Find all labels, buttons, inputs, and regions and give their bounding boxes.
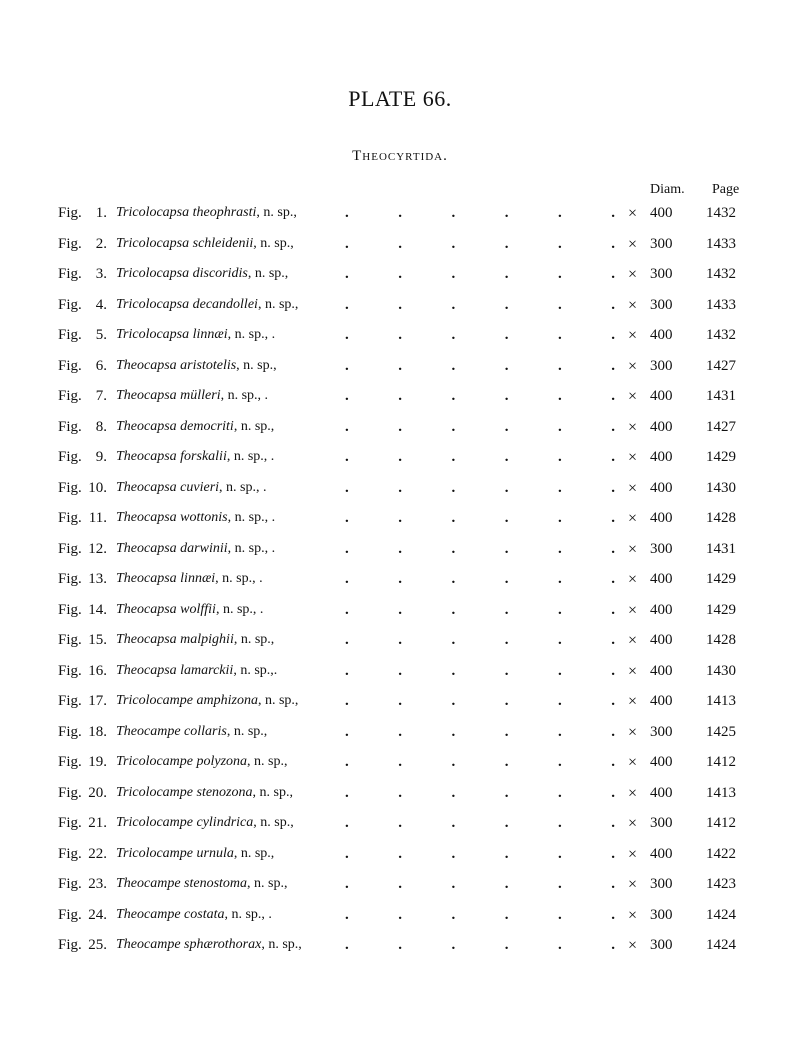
magnification-times-symbol: × [628,418,638,436]
dot-leader: . . . . . . [345,693,615,709]
dot-leader: . . . . . . [345,723,615,740]
magnification-times-symbol: × [628,693,638,710]
page-reference: 1429 [706,571,736,587]
species-name: Tricolocampe urnula [116,845,234,861]
diameter-value: 400 [650,845,673,862]
magnification-times-symbol: × [628,815,638,832]
species-name: Tricolocampe stenozona [116,784,253,800]
species-suffix: , n. sp., . [227,327,276,342]
species-suffix: , n. sp., [247,754,288,769]
figure-row [0,901,800,932]
diameter-value: 300 [650,540,673,557]
page-reference: 1427 [706,418,736,435]
diameter-value: 400 [650,418,673,435]
species-entry [116,785,293,801]
dot-leader: . . . . . . [345,540,615,557]
species-name: Tricolocampe amphizona [116,693,258,708]
dot-leader: . . . . . . [345,815,615,831]
species-suffix: , n. sp., . [220,388,269,403]
page-reference: 1424 [706,906,736,923]
dot-leader: . . . . . . [345,784,615,801]
diameter-value: 400 [650,510,673,526]
species-suffix: , n. sp., . [215,601,264,617]
figure-row [0,779,800,810]
fig-number: 2. [95,235,107,252]
dot-leader: . . . . . . [345,266,615,282]
fig-number: 19. [88,754,107,770]
figure-list [0,199,800,962]
diameter-value: 400 [650,662,673,679]
diameter-value: 300 [650,906,673,923]
magnification-times-symbol: × [628,540,638,558]
species-suffix: , n. sp., [236,357,277,373]
figure-row [0,748,800,779]
page-reference: 1425 [706,723,736,740]
magnification-times-symbol: × [628,723,638,741]
species-name: Tricolocampe polyzona [116,754,248,769]
species-suffix: , n. sp., [226,723,268,739]
dot-leader: . . . . . . [345,937,615,953]
page-reference: 1427 [706,357,736,374]
fig-prefix: Fig. [58,632,82,648]
species-entry [116,358,277,374]
diameter-value: 300 [650,296,673,313]
species-name: Tricolocapsa schleidenii [116,235,254,251]
species-suffix: , n. sp., . [226,449,275,464]
page-reference: 1413 [706,693,736,709]
dot-leader: . . . . . . [345,510,615,526]
page-reference: 1412 [706,815,736,831]
species-entry [116,693,298,709]
fig-prefix: Fig. [58,266,82,282]
magnification-times-symbol: × [628,571,638,588]
fig-prefix: Fig. [58,601,82,618]
species-entry [116,510,275,526]
fig-prefix: Fig. [58,815,82,831]
diameter-value: 300 [650,876,673,892]
species-entry [116,846,274,862]
page-reference: 1429 [706,601,736,618]
magnification-times-symbol: × [628,632,638,649]
species-name: Theocampe sphærothorax [116,937,262,952]
fig-prefix: Fig. [58,937,82,953]
species-name: Theocapsa aristotelis [116,357,237,373]
page-reference: 1428 [706,632,736,648]
dot-leader: . . . . . . [345,632,615,648]
species-name: Tricolocapsa theophrasti [116,205,257,220]
diameter-value: 300 [650,357,673,374]
magnification-times-symbol: × [628,784,638,802]
species-entry [116,388,268,404]
diameter-value: 400 [650,205,673,221]
figure-row [0,230,800,261]
fig-number: 10. [88,479,107,496]
magnification-times-symbol: × [628,937,638,954]
species-entry [116,327,275,343]
figure-row [0,565,800,596]
diameter-value: 400 [650,327,673,343]
diameter-value: 400 [650,754,673,770]
fig-number: 9. [95,449,107,465]
diameter-value: 300 [650,937,673,953]
species-entry [116,449,274,465]
species-name: Theocapsa mülleri [116,388,221,403]
magnification-times-symbol: × [628,662,638,680]
figure-row [0,657,800,688]
diam-column-header: Diam. [650,182,685,197]
dot-leader: . . . . . . [345,357,615,374]
magnification-times-symbol: × [628,327,638,344]
species-name: Theocampe collaris [116,723,227,739]
dot-leader: . . . . . . [345,235,615,252]
species-suffix: , n. sp., [261,937,302,952]
fig-prefix: Fig. [58,388,82,404]
species-entry [116,907,272,923]
fig-number: 17. [88,693,107,709]
magnification-times-symbol: × [628,388,638,405]
fig-prefix: Fig. [58,449,82,465]
page-reference: 1432 [706,205,736,221]
figure-row [0,840,800,871]
fig-number: 8. [95,418,107,435]
species-name: Theocapsa cuvieri [116,479,220,495]
figure-row [0,382,800,413]
species-entry [116,815,294,831]
species-suffix: , n. sp., [253,815,294,830]
fig-number: 5. [95,327,107,343]
dot-leader: . . . . . . [345,479,615,496]
species-entry [116,297,298,313]
dot-leader: . . . . . . [345,754,615,770]
species-name: Theocampe costata [116,906,225,922]
species-name: Theocapsa forskalii [116,449,227,464]
fig-number: 7. [95,388,107,404]
fig-prefix: Fig. [58,357,82,374]
page-reference: 1428 [706,510,736,526]
species-entry [116,937,302,953]
page-reference: 1431 [706,388,736,404]
species-name: Theocapsa wottonis [116,510,228,525]
magnification-times-symbol: × [628,479,638,497]
fig-prefix: Fig. [58,754,82,770]
dot-leader: . . . . . . [345,601,615,618]
species-suffix: , n. sp., [233,845,275,861]
species-entry [116,480,266,496]
species-entry [116,571,263,587]
species-suffix: , n. sp., [252,784,293,800]
species-suffix: , n. sp., . [215,571,263,586]
page-reference: 1423 [706,876,736,892]
fig-prefix: Fig. [58,479,82,496]
diameter-value: 400 [650,479,673,496]
species-entry [116,236,294,252]
page-reference: 1431 [706,540,736,557]
species-suffix: , n. sp., [233,632,275,647]
dot-leader: . . . . . . [345,906,615,923]
figure-row [0,443,800,474]
page-reference: 1433 [706,296,736,313]
plate-title-text: PLATE 66. [348,86,452,111]
page-reference: 1430 [706,479,736,496]
fig-number: 25. [88,937,107,953]
dot-leader: . . . . . . [345,418,615,435]
magnification-times-symbol: × [628,235,638,253]
figure-row [0,260,800,291]
figure-row [0,687,800,718]
fig-prefix: Fig. [58,540,82,557]
species-suffix: , n. sp., [257,693,299,708]
fig-number: 14. [88,601,107,618]
page-reference: 1422 [706,845,736,862]
species-name: Tricolocampe cylindrica [116,815,254,830]
magnification-times-symbol: × [628,357,638,375]
species-name: Theocampe stenostoma [116,876,248,891]
fig-number: 23. [88,876,107,892]
species-suffix: , n. sp., [257,296,299,312]
diameter-value: 400 [650,693,673,709]
magnification-times-symbol: × [628,601,638,619]
species-entry [116,419,274,435]
figure-row [0,870,800,901]
fig-number: 21. [88,815,107,831]
species-entry [116,266,288,282]
fig-number: 15. [88,632,107,648]
fig-number: 11. [88,510,107,526]
fig-prefix: Fig. [58,235,82,252]
diameter-value: 400 [650,601,673,618]
fig-number: 12. [88,540,107,557]
species-entry [116,724,267,740]
page-reference: 1432 [706,266,736,282]
diameter-value: 300 [650,235,673,252]
species-suffix: , n. sp., [247,266,289,281]
dot-leader: . . . . . . [345,296,615,313]
figure-row [0,474,800,505]
species-suffix: , n. sp., . [224,906,272,922]
page-reference: 1424 [706,937,736,953]
magnification-times-symbol: × [628,449,638,466]
fig-number: 4. [95,296,107,313]
figure-row [0,718,800,749]
diameter-value: 300 [650,723,673,740]
dot-leader: . . . . . . [345,327,615,343]
species-suffix: , n. sp., . [219,479,267,495]
species-name: Tricolocapsa discoridis [116,266,248,281]
figure-row [0,626,800,657]
species-suffix: , n. sp., [247,876,288,891]
fig-prefix: Fig. [58,876,82,892]
dot-leader: . . . . . . [345,876,615,892]
page-column-header: Page [712,182,740,197]
page-reference: 1433 [706,235,736,252]
figure-row [0,413,800,444]
figure-row [0,291,800,322]
diameter-value: 400 [650,784,673,801]
fig-prefix: Fig. [58,418,82,435]
plate-title [0,86,800,112]
fig-prefix: Fig. [58,784,82,801]
species-entry [116,205,297,221]
species-suffix: , n. sp.,. [233,662,278,678]
diameter-value: 300 [650,815,673,831]
species-name: Theocapsa wolffii [116,601,216,617]
species-entry [116,876,288,892]
diameter-value: 400 [650,449,673,465]
species-entry [116,754,288,770]
fig-number: 1. [95,205,107,221]
species-suffix: , n. sp., . [227,540,276,556]
fig-number: 18. [88,723,107,740]
magnification-times-symbol: × [628,205,638,222]
species-entry [116,632,274,648]
fig-prefix: Fig. [58,296,82,313]
page-reference: 1412 [706,754,736,770]
species-suffix: , n. sp., [256,205,297,220]
figure-row [0,535,800,566]
diameter-value: 400 [650,632,673,648]
magnification-times-symbol: × [628,510,638,527]
dot-leader: . . . . . . [345,662,615,679]
magnification-times-symbol: × [628,876,638,893]
magnification-times-symbol: × [628,845,638,863]
fig-prefix: Fig. [58,693,82,709]
figure-row [0,352,800,383]
species-name: Theocapsa linnæi [116,571,216,586]
figure-row [0,931,800,962]
diameter-value: 300 [650,266,673,282]
fig-number: 20. [88,784,107,801]
figure-row [0,809,800,840]
fig-prefix: Fig. [58,662,82,679]
figure-row [0,199,800,230]
diameter-value: 400 [650,571,673,587]
species-entry [116,541,275,557]
species-name: Theocapsa lamarckii [116,662,234,678]
section-title: Theocyrtida. [352,148,448,164]
fig-prefix: Fig. [58,845,82,862]
species-suffix: , n. sp., [253,235,294,251]
fig-prefix: Fig. [58,571,82,587]
dot-leader: . . . . . . [345,845,615,862]
fig-number: 3. [95,266,107,282]
fig-number: 22. [88,845,107,862]
page-reference: 1432 [706,327,736,343]
species-entry [116,602,263,618]
page-reference: 1413 [706,784,736,801]
fig-prefix: Fig. [58,723,82,740]
fig-number: 13. [88,571,107,587]
fig-number: 24. [88,906,107,923]
species-name: Tricolocapsa decandollei [116,296,258,312]
figure-row [0,321,800,352]
diameter-value: 400 [650,388,673,404]
magnification-times-symbol: × [628,906,638,924]
fig-number: 6. [95,357,107,374]
species-name: Tricolocapsa linnæi [116,327,228,342]
fig-prefix: Fig. [58,327,82,343]
species-name: Theocapsa malpighii [116,632,234,647]
magnification-times-symbol: × [628,266,638,283]
fig-prefix: Fig. [58,205,82,221]
figure-row [0,504,800,535]
magnification-times-symbol: × [628,296,638,314]
dot-leader: . . . . . . [345,449,615,465]
figure-row [0,596,800,627]
magnification-times-symbol: × [628,754,638,771]
fig-number: 16. [88,662,107,679]
dot-leader: . . . . . . [345,571,615,587]
dot-leader: . . . . . . [345,205,615,221]
species-suffix: , n. sp., [233,418,275,434]
species-suffix: , n. sp., . [227,510,276,525]
fig-prefix: Fig. [58,906,82,923]
species-entry [116,663,277,679]
fig-prefix: Fig. [58,510,82,526]
dot-leader: . . . . . . [345,388,615,404]
page-reference: 1430 [706,662,736,679]
page-reference: 1429 [706,449,736,465]
species-name: Theocapsa darwinii [116,540,228,556]
species-name: Theocapsa democriti [116,418,234,434]
